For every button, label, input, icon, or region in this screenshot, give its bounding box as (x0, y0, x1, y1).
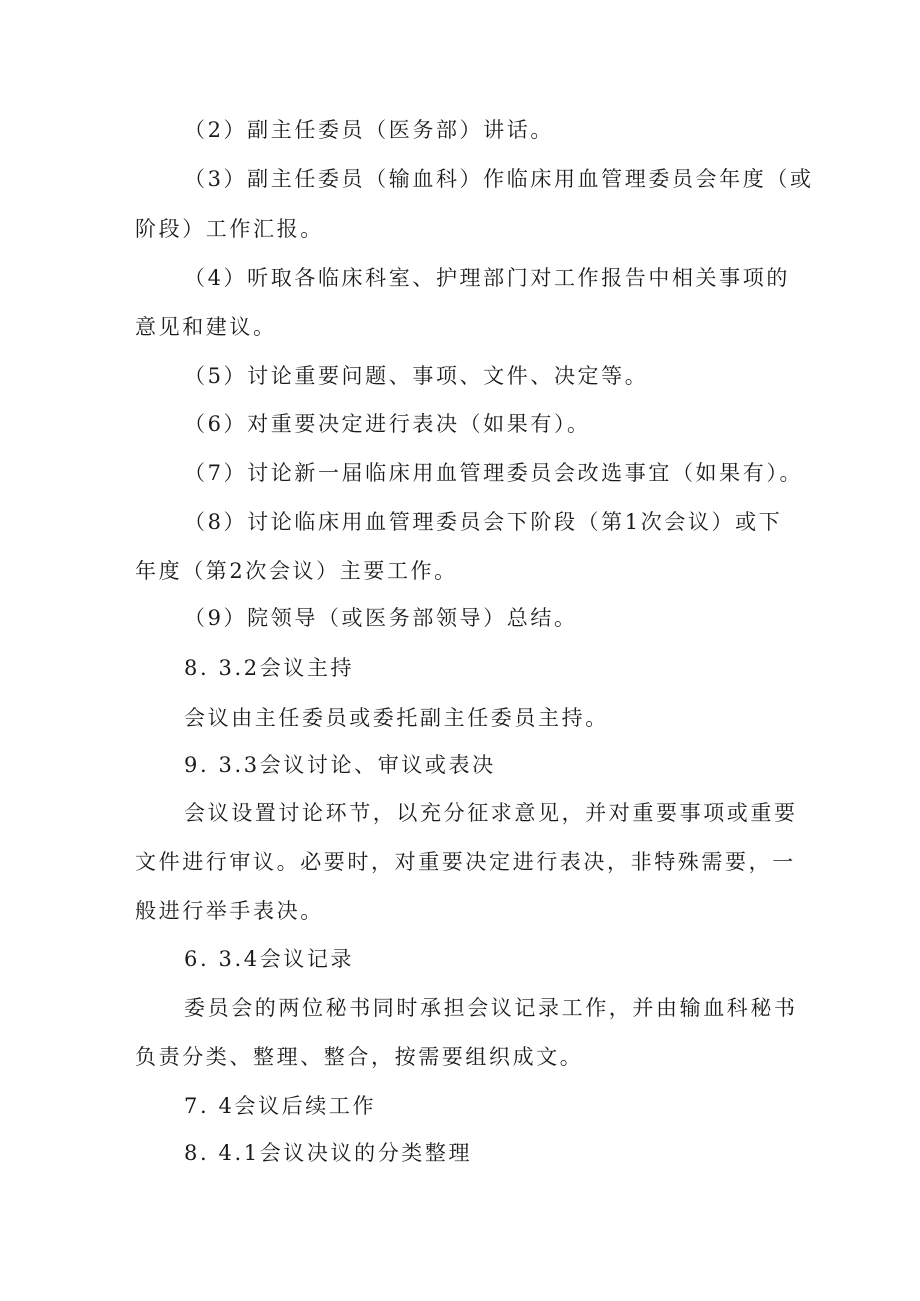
agenda-item-8: （8）讨论临床用血管理委员会下阶段（第1次会议）或下 (184, 510, 783, 534)
paragraph-minutes-line-1: 委员会的两位秘书同时承担会议记录工作，并由输血科秘书 (184, 996, 798, 1020)
agenda-item-8-continued: 年度（第2次会议）主要工作。 (135, 559, 458, 583)
section-heading-discussion: 9. 3.3会议讨论、审议或表决 (184, 753, 496, 777)
agenda-item-3-continued: 阶段）工作汇报。 (135, 217, 324, 241)
section-heading-meeting-chair: 8. 3.2会议主持 (184, 656, 355, 680)
section-heading-minutes: 6. 3.4会议记录 (184, 947, 355, 971)
paragraph-discussion-line-1: 会议设置讨论环节，以充分征求意见，并对重要事项或重要 (184, 801, 798, 825)
agenda-item-6: （6）对重要决定进行表决（如果有）。 (184, 412, 591, 436)
section-heading-follow-up: 7. 4会议后续工作 (184, 1094, 377, 1118)
agenda-item-3: （3）副主任委员（输血科）作临床用血管理委员会年度（或 (184, 167, 814, 191)
agenda-item-9: （9）院领导（或医务部领导）总结。 (184, 606, 578, 630)
agenda-item-7: （7）讨论新一届临床用血管理委员会改选事宜（如果有）。 (184, 461, 804, 485)
paragraph-discussion-line-2: 文件进行审议。必要时，对重要决定进行表决，非特殊需要，一 (135, 850, 796, 874)
paragraph-meeting-chair: 会议由主任委员或委托副主任委员主持。 (184, 706, 609, 730)
section-heading-resolution-sorting: 8. 4.1会议决议的分类整理 (184, 1141, 473, 1165)
agenda-item-5: （5）讨论重要问题、事项、文件、决定等。 (184, 364, 649, 388)
paragraph-minutes-line-2: 负责分类、整理、整合，按需要组织成文。 (135, 1045, 584, 1069)
paragraph-discussion-line-3: 般进行举手表决。 (135, 899, 324, 923)
agenda-item-4-continued: 意见和建议。 (135, 315, 277, 339)
agenda-item-2: （2）副主任委员（医务部）讲话。 (184, 118, 554, 142)
agenda-item-4: （4）听取各临床科室、护理部门对工作报告中相关事项的 (184, 266, 790, 290)
